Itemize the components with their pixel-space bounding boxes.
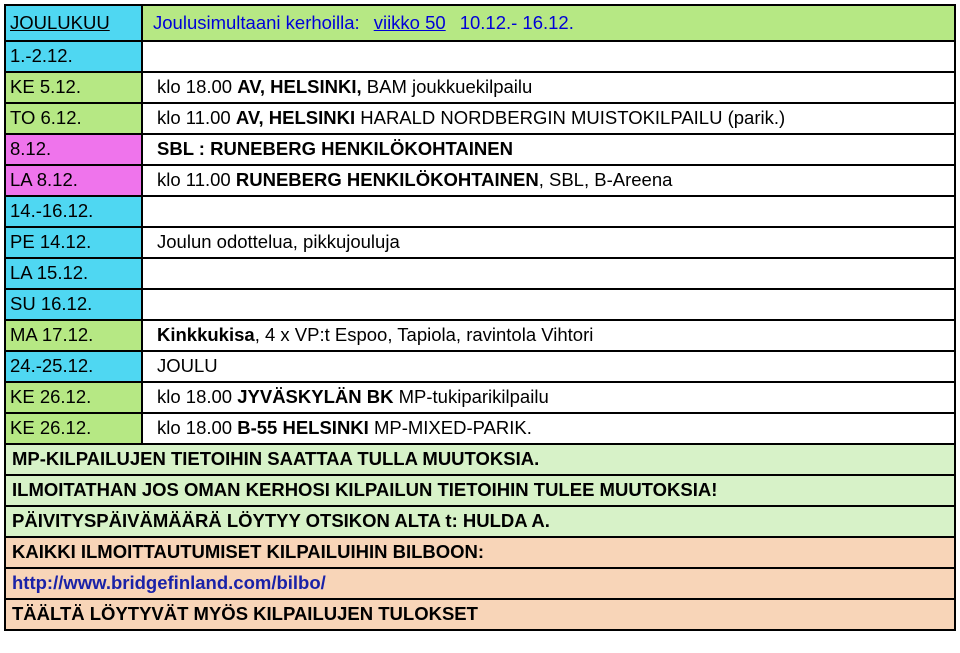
note-row (5, 568, 955, 599)
table-row (5, 196, 955, 227)
table-row (5, 413, 955, 444)
date-cell: KE 5.12. (5, 72, 142, 103)
event-time: klo 11.00 (157, 169, 236, 191)
title-label: Joulusimultaani kerhoilla: (153, 11, 360, 33)
date-cell: 8.12. (5, 134, 142, 165)
event-club: AV, HELSINKI, (237, 76, 362, 98)
table-row (5, 165, 955, 196)
note-row (5, 537, 955, 568)
event-club: B-55 HELSINKI (237, 417, 369, 439)
event-desc: Joulun odottelua, pikkujouluja (157, 231, 400, 253)
event-cell (142, 227, 955, 258)
date-cell: 1.-2.12. (5, 41, 142, 72)
event-desc: HARALD NORDBERGIN MUISTOKILPAILU (parik.) (355, 107, 786, 129)
week-label: viikko 50 (373, 11, 446, 33)
event-cell (142, 258, 955, 289)
event-cell (142, 165, 955, 196)
event-time: klo 11.00 (157, 107, 236, 129)
table-row (5, 134, 955, 165)
event-desc: , 4 x VP:t Espoo, Tapiola, ravintola Vihtori (254, 324, 594, 346)
table-row (5, 289, 955, 320)
table-row (5, 258, 955, 289)
event-cell (142, 41, 955, 72)
event-cell (142, 351, 955, 382)
event-time: klo 18.00 (157, 417, 238, 439)
event-desc: MP-MIXED-PARIK. (368, 417, 532, 439)
note-row (5, 444, 955, 475)
event-club: JYVÄSKYLÄN BK (237, 386, 394, 408)
table-row (5, 320, 955, 351)
date-cell: LA 8.12. (5, 165, 142, 196)
table-row (5, 227, 955, 258)
event-cell (142, 196, 955, 227)
dates-label: 10.12.- 16.12. (459, 11, 574, 33)
date-cell: 14.-16.12. (5, 196, 142, 227)
table-row (5, 351, 955, 382)
table-row (5, 72, 955, 103)
event-desc: , SBL, B-Areena (538, 169, 673, 191)
note-report: ILMOITATHAN JOS OMAN KERHOSI KILPAILUN TIETOIHIN TULEE MUUTOKSIA! (5, 475, 955, 506)
date-cell: SU 16.12. (5, 289, 142, 320)
date-cell: KE 26.12. (5, 382, 142, 413)
event-desc: BAM joukkuekilpailu (361, 76, 533, 98)
event-cell (142, 72, 955, 103)
title-cell (142, 5, 955, 41)
note-registration: KAIKKI ILMOITTAUTUMISET KILPAILUIHIN BILBOON: (5, 537, 955, 568)
event-cell (142, 134, 955, 165)
date-cell: MA 17.12. (5, 320, 142, 351)
table-row (5, 103, 955, 134)
event-desc: JOULU (157, 355, 218, 377)
link-cell (5, 568, 955, 599)
event-club: SBL : RUNEBERG HENKILÖKOHTAINEN (157, 138, 513, 160)
note-results: TÄÄLTÄ LÖYTYVÄT MYÖS KILPAILUJEN TULOKSET (5, 599, 955, 630)
event-club: AV, HELSINKI (235, 107, 356, 129)
event-time: klo 18.00 (157, 76, 238, 98)
calendar-table (4, 4, 956, 631)
month-cell (5, 5, 142, 41)
event-cell (142, 320, 955, 351)
month-label: JOULUKUU (10, 11, 110, 33)
bilbo-link[interactable]: http://www.bridgefinland.com/bilbo/ (12, 572, 326, 594)
event-cell (142, 289, 955, 320)
date-cell: KE 26.12. (5, 413, 142, 444)
event-cell (142, 103, 955, 134)
event-club: RUNEBERG HENKILÖKOHTAINEN (235, 169, 539, 191)
table-row (5, 41, 955, 72)
note-updated: PÄIVITYSPÄIVÄMÄÄRÄ LÖYTYY OTSIKON ALTA t: HULDA A. (5, 506, 955, 537)
event-cell (142, 382, 955, 413)
note-row (5, 475, 955, 506)
event-title: Kinkkukisa (157, 324, 255, 346)
note-changes: MP-KILPAILUJEN TIETOIHIN SAATTAA TULLA MUUTOKSIA. (5, 444, 955, 475)
date-cell: PE 14.12. (5, 227, 142, 258)
event-time: klo 18.00 (157, 386, 238, 408)
date-cell: TO 6.12. (5, 103, 142, 134)
event-desc: MP-tukiparikilpailu (393, 386, 549, 408)
table-row (5, 382, 955, 413)
date-cell: LA 15.12. (5, 258, 142, 289)
header-row (5, 5, 955, 41)
note-row (5, 599, 955, 630)
note-row (5, 506, 955, 537)
date-cell: 24.-25.12. (5, 351, 142, 382)
event-cell (142, 413, 955, 444)
